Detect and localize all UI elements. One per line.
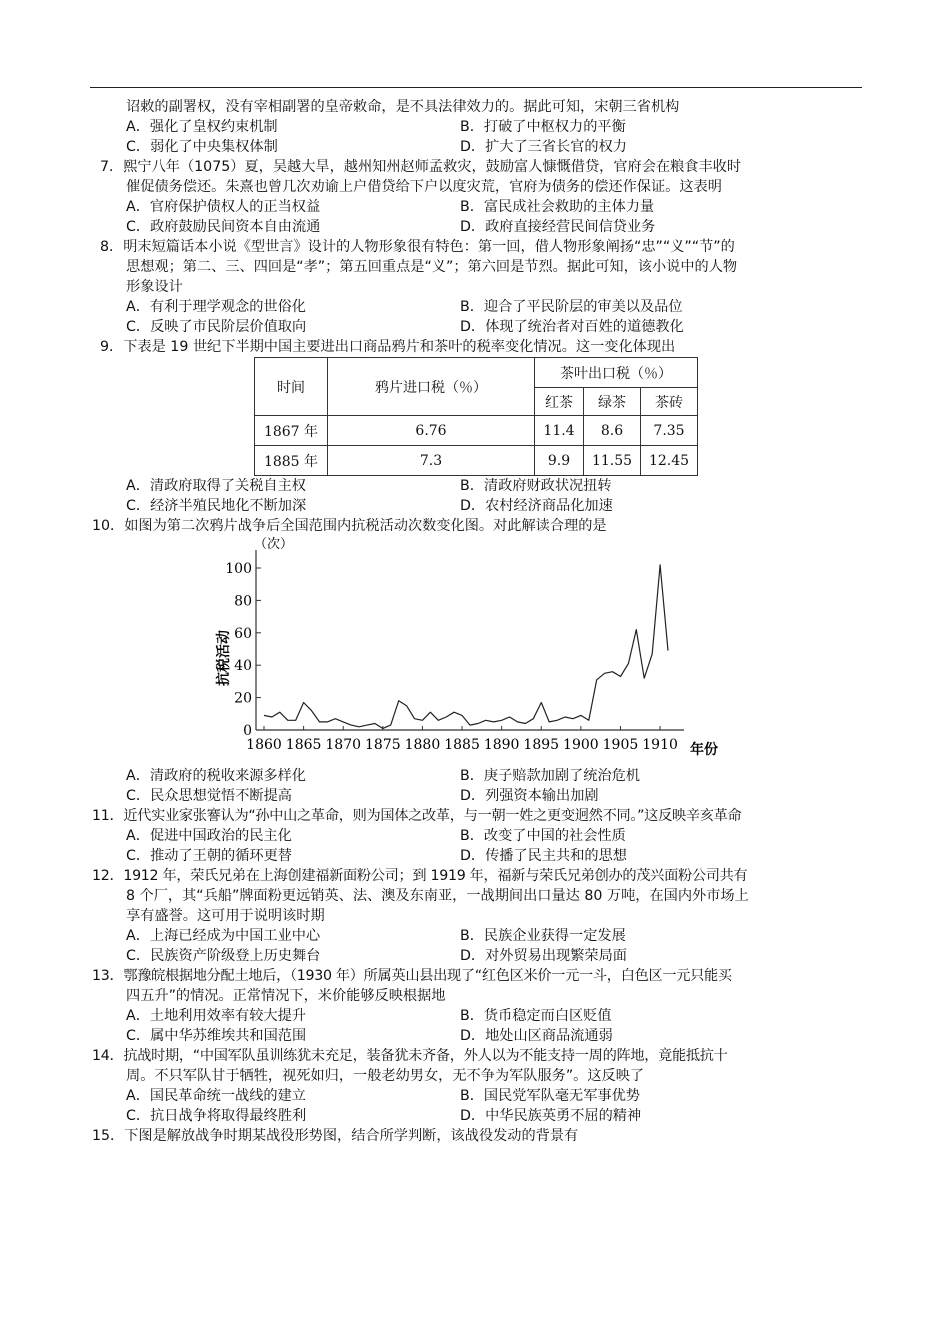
series-line-tax-resistance	[264, 565, 668, 729]
x-tick-label: 1895	[523, 737, 560, 753]
q12-option-b[interactable]: B．民族企业获得一定发展	[460, 928, 626, 944]
q7-stem-line2: 催促债务偿还。朱熹也曾几次劝谕上户借贷给下户以度灾荒，官府为债务的偿还作保证。这表明	[126, 179, 722, 195]
q11-option-b[interactable]: B．改变了中国的社会性质	[460, 828, 626, 844]
cell-year: 1867 年	[255, 416, 328, 446]
q10-option-c[interactable]: C．民众思想觉悟不断提高	[126, 788, 292, 804]
q7-option-b[interactable]: B．富民成社会救助的主体力量	[460, 199, 655, 215]
q11-options-row2	[92, 846, 862, 866]
q11-stem: 11．近代实业家张謇认为“孙中山之革命，则为国体之改革，与一朝一姓之更变迥然不同。”这反映辛亥革命	[92, 808, 742, 824]
x-tick-label: 1910	[642, 737, 678, 753]
cell-green: 8.6	[584, 416, 641, 446]
cell-brick: 12.45	[641, 446, 698, 476]
q11-option-d[interactable]: D．传播了民主共和的思想	[460, 848, 627, 864]
q13-option-d[interactable]: D．地处山区商品流通弱	[460, 1028, 613, 1044]
q14-option-b[interactable]: B．国民党军队毫无军事优势	[460, 1088, 640, 1104]
q9-options-row2	[92, 496, 862, 516]
th-green-tea: 绿茶	[584, 388, 641, 416]
q6-options-row2	[92, 137, 862, 157]
cell-opium: 6.76	[328, 416, 535, 446]
q6-option-a[interactable]: A．强化了皇权约束机制	[126, 119, 278, 135]
tax-rate-table	[254, 357, 698, 476]
x-tick-label: 1905	[602, 737, 639, 753]
q8-option-c[interactable]: C．反映了市民阶层价值取向	[126, 319, 307, 335]
q7-option-c[interactable]: C．政府鼓励民间资本自由流通	[126, 219, 321, 235]
q8-options-row2	[92, 317, 862, 337]
q7-options-row1	[92, 197, 862, 217]
y-tick-label: 80	[234, 593, 252, 610]
q8-stem-line1: 8．明末短篇话本小说《型世言》设计的人物形象很有特色：第一回，借人物形象阐扬“忠”“义”“节”的	[100, 239, 735, 255]
q13-option-a[interactable]: A．土地利用效率有较大提升	[126, 1008, 306, 1024]
q12-option-a[interactable]: A．上海已经成为中国工业中心	[126, 928, 321, 944]
q10-options-row2	[92, 786, 862, 806]
th-tea: 茶叶出口税（％）	[535, 358, 698, 388]
cell-red: 9.9	[535, 446, 584, 476]
q7-option-a[interactable]: A．官府保护债权人的正当权益	[126, 199, 321, 215]
cell-brick: 7.35	[641, 416, 698, 446]
q7-option-d[interactable]: D．政府直接经营民间信贷业务	[460, 219, 656, 235]
q11-options-row1	[92, 826, 862, 846]
q12-option-c[interactable]: C．民族资产阶级登上历史舞台	[126, 948, 321, 964]
header-rule	[90, 87, 862, 88]
x-tick-label: 1870	[325, 737, 362, 753]
q14-options-row1	[92, 1086, 862, 1106]
q7-stem-line1: 7．熙宁八年（1075）夏，吴越大旱，越州知州赵师孟救灾，鼓励富人慷慨借贷，官府会在粮食丰收时	[100, 159, 742, 175]
q9-option-c[interactable]: C．经济半殖民地化不断加深	[126, 498, 307, 514]
th-red-tea: 红茶	[535, 388, 584, 416]
y-unit-label: （次）	[254, 537, 294, 552]
q9-option-a[interactable]: A．清政府取得了关税自主权	[126, 478, 306, 494]
x-tick-label: 1900	[563, 737, 599, 753]
q12-stem-line3: 享有盛誉。这可用于说明该时期	[126, 908, 325, 924]
q9-stem: 9．下表是 19 世纪下半期中国主要进出口商品鸦片和茶叶的税率变化情况。这一变化体现出	[100, 339, 676, 355]
q12-option-d[interactable]: D．对外贸易出现繁荣局面	[460, 948, 627, 964]
x-tick-label: 1880	[404, 737, 441, 753]
cell-year: 1885 年	[255, 446, 328, 476]
y-tick-label: 20	[234, 690, 252, 707]
q12-options-row2	[92, 946, 862, 966]
x-tick-label: 1885	[444, 737, 480, 753]
q6-option-d[interactable]: D．扩大了三省长官的权力	[460, 139, 627, 155]
q12-options-row1	[92, 926, 862, 946]
q13-option-b[interactable]: B．货币稳定而白区贬值	[460, 1008, 612, 1024]
q6-options-row1	[92, 117, 862, 137]
x-tick-label: 1890	[483, 737, 520, 753]
q8-option-d[interactable]: D．体现了统治者对百姓的道德教化	[460, 319, 684, 335]
th-time: 时间	[255, 358, 328, 416]
table-row	[255, 416, 698, 446]
q10-option-a[interactable]: A．清政府的税收来源多样化	[126, 768, 306, 784]
q10-option-b[interactable]: B．庚子赔款加剧了统治危机	[460, 768, 640, 784]
q10-option-d[interactable]: D．列强资本输出加剧	[460, 788, 599, 804]
cell-opium: 7.3	[328, 446, 535, 476]
x-tick-label: 1875	[365, 737, 401, 753]
x-tick-label: 1860	[246, 737, 282, 753]
q8-options-row1	[92, 297, 862, 317]
table-row	[255, 446, 698, 476]
q10-options-row1	[92, 766, 862, 786]
q8-stem-line2: 思想观；第二、三、四回是“孝”；第五回重点是“义”；第六回是节烈。据此可知，该小说中的人物	[126, 259, 738, 275]
q12-stem-line2: 8 个厂，其“兵船”牌面粉更远销英、法、澳及东南亚，一战期间出口量达 80 万吨，在国内外市场上	[126, 888, 749, 904]
y-tick-label: 60	[234, 625, 252, 642]
q6-option-b[interactable]: B．打破了中枢权力的平衡	[460, 119, 626, 135]
cell-green: 11.55	[584, 446, 641, 476]
q13-options-row2	[92, 1026, 862, 1046]
q14-option-d[interactable]: D．中华民族英勇不屈的精神	[460, 1108, 642, 1124]
x-axis-label: 年份	[690, 742, 718, 758]
q6-option-c[interactable]: C．弱化了中央集权体制	[126, 139, 278, 155]
q14-stem-line2: 周。不只军队甘于牺牲，视死如归，一般老幼男女，无不争为军队服务”。这反映了	[126, 1068, 645, 1084]
q13-stem-line1: 13．鄂豫皖根据地分配土地后，（1930 年）所属英山县出现了“红色区米价一元一斗，白色区一元只能买	[92, 968, 732, 984]
th-opium: 鸦片进口税（％）	[328, 358, 535, 416]
q8-option-a[interactable]: A．有利于理学观念的世俗化	[126, 299, 306, 315]
q13-option-c[interactable]: C．属中华苏维埃共和国范围	[126, 1028, 307, 1044]
y-axis-label: 抗税活动	[216, 630, 232, 686]
q6-stem-tail: 诏敕的副署权，没有宰相副署的皇帝敕命，是不具法律效力的。据此可知，宋朝三省机构	[126, 99, 680, 115]
y-tick-label: 0	[243, 723, 252, 739]
x-tick-label: 1865	[285, 737, 322, 753]
q7-options-row2	[92, 217, 862, 237]
cell-red: 11.4	[535, 416, 584, 446]
q9-option-b[interactable]: B．清政府财政状况扭转	[460, 478, 612, 494]
q9-options-row1	[92, 476, 862, 496]
q13-options-row1	[92, 1006, 862, 1026]
y-tick-label: 40	[234, 658, 252, 675]
chart-axes	[256, 550, 684, 730]
q8-stem-line3: 形象设计	[126, 279, 183, 295]
q14-option-c[interactable]: C．抗日战争将取得最终胜利	[126, 1108, 307, 1124]
chart-svg	[216, 536, 740, 766]
tax-resistance-chart	[216, 536, 740, 766]
q10-stem: 10．如图为第二次鸦片战争后全国范围内抗税活动次数变化图。对此解读合理的是	[92, 518, 607, 534]
q15-stem: 15．下图是解放战争时期某战役形势图，结合所学判断，该战役发动的背景有	[92, 1128, 579, 1144]
y-tick-label: 100	[225, 561, 252, 577]
q9-option-d[interactable]: D．农村经济商品化加速	[460, 498, 613, 514]
th-brick-tea: 茶砖	[641, 388, 698, 416]
q12-stem-line1: 12．1912 年，荣氏兄弟在上海创建福新面粉公司；到 1919 年，福新与荣氏兄弟创办的茂兴面粉公司共有	[92, 868, 748, 884]
q14-stem-line1: 14．抗战时期，“中国军队虽训练犹未充足，装备犹未齐备，外人以为不能支持一周的阵地，竟能抵抗十	[92, 1048, 728, 1064]
q8-option-b[interactable]: B．迎合了平民阶层的审美以及品位	[460, 299, 683, 315]
exam-page	[92, 97, 862, 1146]
q14-option-a[interactable]: A．国民革命统一战线的建立	[126, 1088, 306, 1104]
q11-option-a[interactable]: A．促进中国政治的民主化	[126, 828, 292, 844]
q14-options-row2	[92, 1106, 862, 1126]
q11-option-c[interactable]: C．推动了王朝的循环更替	[126, 848, 292, 864]
q13-stem-line2: 四五升”的情况。正常情况下，米价能够反映根据地	[126, 988, 446, 1004]
